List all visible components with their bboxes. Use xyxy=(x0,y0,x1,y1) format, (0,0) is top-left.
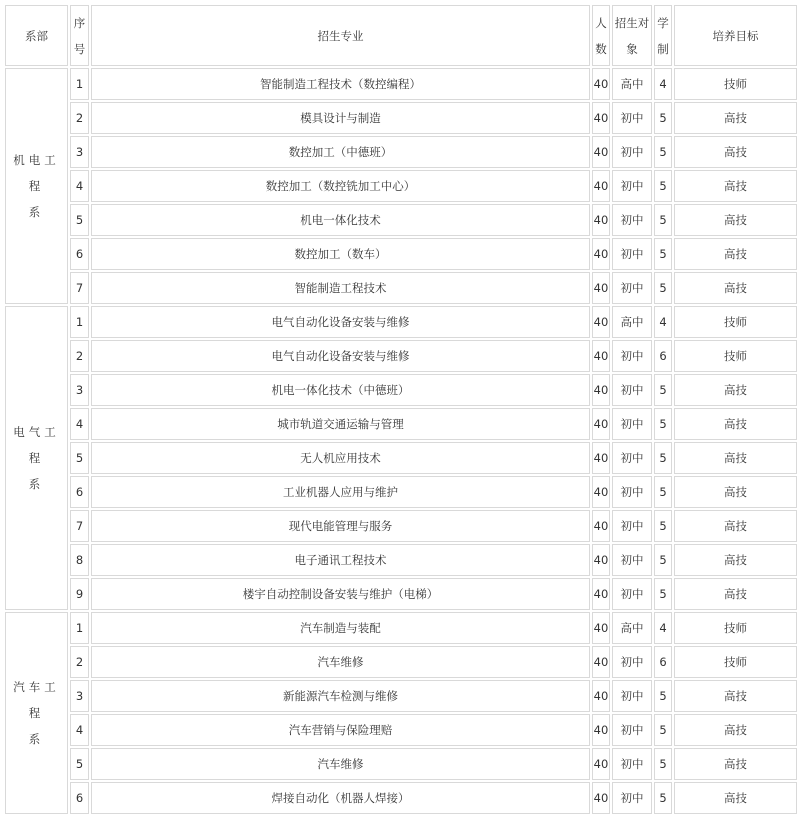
table-row xyxy=(5,680,797,712)
seq-cell: 5 xyxy=(70,442,89,474)
years-cell: 5 xyxy=(654,204,672,236)
seq-cell: 2 xyxy=(70,340,89,372)
table-header xyxy=(5,5,797,66)
count-cell: 40 xyxy=(592,136,610,168)
years-cell: 5 xyxy=(654,578,672,610)
seq-cell: 4 xyxy=(70,408,89,440)
years-cell: 5 xyxy=(654,272,672,304)
count-cell: 40 xyxy=(592,68,610,100)
target-cell: 初中 xyxy=(612,136,652,168)
years-cell: 5 xyxy=(654,102,672,134)
count-cell: 40 xyxy=(592,680,610,712)
table-row xyxy=(5,714,797,746)
count-cell: 40 xyxy=(592,204,610,236)
table-row xyxy=(5,238,797,270)
department-name: 电气工程 系 xyxy=(5,306,68,610)
years-cell: 5 xyxy=(654,374,672,406)
seq-cell: 5 xyxy=(70,748,89,780)
years-cell: 5 xyxy=(654,510,672,542)
seq-cell: 7 xyxy=(70,510,89,542)
major-cell: 汽车营销与保险理赔 xyxy=(91,714,590,746)
goal-cell: 高技 xyxy=(674,544,797,576)
target-cell: 初中 xyxy=(612,102,652,134)
table-row xyxy=(5,374,797,406)
goal-cell: 技师 xyxy=(674,340,797,372)
major-cell: 机电一体化技术（中德班） xyxy=(91,374,590,406)
goal-cell: 高技 xyxy=(674,374,797,406)
seq-cell: 8 xyxy=(70,544,89,576)
count-cell: 40 xyxy=(592,238,610,270)
count-cell: 40 xyxy=(592,340,610,372)
count-cell: 40 xyxy=(592,170,610,202)
count-cell: 40 xyxy=(592,476,610,508)
table-row xyxy=(5,340,797,372)
seq-cell: 1 xyxy=(70,306,89,338)
target-cell: 初中 xyxy=(612,408,652,440)
major-cell: 电气自动化设备安装与维修 xyxy=(91,340,590,372)
header-major: 招生专业 xyxy=(91,5,590,66)
major-cell: 工业机器人应用与维护 xyxy=(91,476,590,508)
table-row xyxy=(5,510,797,542)
table-row xyxy=(5,170,797,202)
count-cell: 40 xyxy=(592,374,610,406)
table-row xyxy=(5,68,797,100)
goal-cell: 高技 xyxy=(674,238,797,270)
table-row xyxy=(5,612,797,644)
target-cell: 初中 xyxy=(612,544,652,576)
goal-cell: 高技 xyxy=(674,510,797,542)
table-row xyxy=(5,136,797,168)
major-cell: 模具设计与制造 xyxy=(91,102,590,134)
seq-cell: 4 xyxy=(70,170,89,202)
years-cell: 5 xyxy=(654,544,672,576)
target-cell: 初中 xyxy=(612,782,652,814)
header-row xyxy=(5,5,797,66)
goal-cell: 高技 xyxy=(674,714,797,746)
major-cell: 数控加工（数控铣加工中心） xyxy=(91,170,590,202)
years-cell: 5 xyxy=(654,782,672,814)
goal-cell: 高技 xyxy=(674,442,797,474)
table-row xyxy=(5,306,797,338)
goal-cell: 高技 xyxy=(674,272,797,304)
major-cell: 楼宇自动控制设备安装与维护（电梯） xyxy=(91,578,590,610)
years-cell: 6 xyxy=(654,646,672,678)
target-cell: 初中 xyxy=(612,714,652,746)
table-row xyxy=(5,272,797,304)
years-cell: 5 xyxy=(654,680,672,712)
target-cell: 初中 xyxy=(612,340,652,372)
target-cell: 初中 xyxy=(612,578,652,610)
seq-cell: 6 xyxy=(70,782,89,814)
count-cell: 40 xyxy=(592,714,610,746)
years-cell: 6 xyxy=(654,340,672,372)
years-cell: 4 xyxy=(654,306,672,338)
seq-cell: 6 xyxy=(70,238,89,270)
table-row xyxy=(5,442,797,474)
major-cell: 城市轨道交通运输与管理 xyxy=(91,408,590,440)
years-cell: 5 xyxy=(654,238,672,270)
goal-cell: 高技 xyxy=(674,578,797,610)
goal-cell: 技师 xyxy=(674,646,797,678)
major-cell: 焊接自动化（机器人焊接） xyxy=(91,782,590,814)
years-cell: 5 xyxy=(654,136,672,168)
enrollment-table xyxy=(3,3,799,816)
seq-cell: 1 xyxy=(70,612,89,644)
header-years: 学 制 xyxy=(654,5,672,66)
seq-cell: 2 xyxy=(70,102,89,134)
years-cell: 5 xyxy=(654,408,672,440)
count-cell: 40 xyxy=(592,612,610,644)
goal-cell: 高技 xyxy=(674,782,797,814)
department-name: 汽车工程 系 xyxy=(5,612,68,814)
count-cell: 40 xyxy=(592,102,610,134)
years-cell: 5 xyxy=(654,748,672,780)
seq-cell: 7 xyxy=(70,272,89,304)
count-cell: 40 xyxy=(592,544,610,576)
major-cell: 数控加工（中德班） xyxy=(91,136,590,168)
seq-cell: 3 xyxy=(70,374,89,406)
goal-cell: 技师 xyxy=(674,612,797,644)
header-count: 人 数 xyxy=(592,5,610,66)
count-cell: 40 xyxy=(592,272,610,304)
target-cell: 高中 xyxy=(612,612,652,644)
target-cell: 初中 xyxy=(612,204,652,236)
seq-cell: 4 xyxy=(70,714,89,746)
major-cell: 新能源汽车检测与维修 xyxy=(91,680,590,712)
table-row xyxy=(5,782,797,814)
seq-cell: 1 xyxy=(70,68,89,100)
major-cell: 电子通讯工程技术 xyxy=(91,544,590,576)
table-row xyxy=(5,748,797,780)
table-body xyxy=(5,68,797,814)
major-cell: 现代电能管理与服务 xyxy=(91,510,590,542)
table-row xyxy=(5,544,797,576)
seq-cell: 3 xyxy=(70,680,89,712)
count-cell: 40 xyxy=(592,442,610,474)
target-cell: 初中 xyxy=(612,476,652,508)
target-cell: 高中 xyxy=(612,68,652,100)
goal-cell: 高技 xyxy=(674,748,797,780)
goal-cell: 高技 xyxy=(674,102,797,134)
target-cell: 初中 xyxy=(612,170,652,202)
major-cell: 无人机应用技术 xyxy=(91,442,590,474)
goal-cell: 高技 xyxy=(674,170,797,202)
table-row xyxy=(5,204,797,236)
count-cell: 40 xyxy=(592,782,610,814)
count-cell: 40 xyxy=(592,748,610,780)
seq-cell: 9 xyxy=(70,578,89,610)
table-row xyxy=(5,646,797,678)
years-cell: 5 xyxy=(654,714,672,746)
target-cell: 初中 xyxy=(612,680,652,712)
goal-cell: 高技 xyxy=(674,204,797,236)
target-cell: 初中 xyxy=(612,510,652,542)
seq-cell: 6 xyxy=(70,476,89,508)
target-cell: 初中 xyxy=(612,374,652,406)
major-cell: 智能制造工程技术（数控编程） xyxy=(91,68,590,100)
table-row xyxy=(5,476,797,508)
years-cell: 4 xyxy=(654,612,672,644)
major-cell: 汽车维修 xyxy=(91,748,590,780)
count-cell: 40 xyxy=(592,578,610,610)
goal-cell: 高技 xyxy=(674,476,797,508)
target-cell: 初中 xyxy=(612,238,652,270)
goal-cell: 技师 xyxy=(674,68,797,100)
header-seq: 序 号 xyxy=(70,5,89,66)
years-cell: 5 xyxy=(654,442,672,474)
years-cell: 5 xyxy=(654,170,672,202)
target-cell: 初中 xyxy=(612,442,652,474)
seq-cell: 2 xyxy=(70,646,89,678)
target-cell: 高中 xyxy=(612,306,652,338)
header-target: 招生对 象 xyxy=(612,5,652,66)
count-cell: 40 xyxy=(592,306,610,338)
count-cell: 40 xyxy=(592,646,610,678)
goal-cell: 高技 xyxy=(674,408,797,440)
major-cell: 汽车维修 xyxy=(91,646,590,678)
major-cell: 机电一体化技术 xyxy=(91,204,590,236)
major-cell: 汽车制造与装配 xyxy=(91,612,590,644)
major-cell: 电气自动化设备安装与维修 xyxy=(91,306,590,338)
table-row xyxy=(5,408,797,440)
seq-cell: 3 xyxy=(70,136,89,168)
table-row xyxy=(5,102,797,134)
target-cell: 初中 xyxy=(612,646,652,678)
target-cell: 初中 xyxy=(612,748,652,780)
goal-cell: 高技 xyxy=(674,136,797,168)
goal-cell: 技师 xyxy=(674,306,797,338)
header-dept: 系部 xyxy=(5,5,68,66)
count-cell: 40 xyxy=(592,510,610,542)
count-cell: 40 xyxy=(592,408,610,440)
major-cell: 智能制造工程技术 xyxy=(91,272,590,304)
major-cell: 数控加工（数车） xyxy=(91,238,590,270)
goal-cell: 高技 xyxy=(674,680,797,712)
target-cell: 初中 xyxy=(612,272,652,304)
years-cell: 5 xyxy=(654,476,672,508)
department-name: 机电工程 系 xyxy=(5,68,68,304)
seq-cell: 5 xyxy=(70,204,89,236)
table-row xyxy=(5,578,797,610)
years-cell: 4 xyxy=(654,68,672,100)
header-goal: 培养目标 xyxy=(674,5,797,66)
